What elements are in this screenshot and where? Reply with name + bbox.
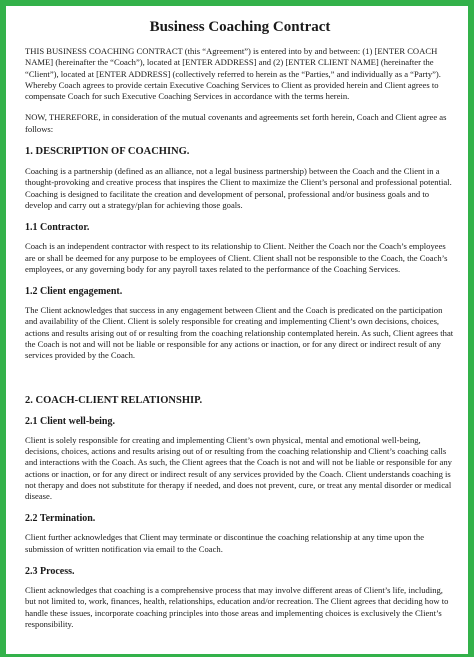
section-2-2-text: Client further acknowledges that Client may terminate or discontinue the coaching relationship at any time upon the submission of written notification via email to the Coach. (25, 532, 425, 554)
section-1-text: Coaching is a partnership (defined as an alliance, not a legal business partnership) between the Coach and the Client in a thought-provoking and creative process that inspires the Client to maximize the Client’s personal and professional potential. Coaching is designed to facilitate the creation and development of personal, professional and/or business goals and to develop and carry out a strategy/plan for achieving those goals. (25, 166, 452, 210)
document-title: Business Coaching Contract (149, 19, 331, 35)
section-2-1-heading: 2.1 Client well-being. (25, 415, 115, 427)
section-1-2-text: The Client acknowledges that success in any engagement between Client and the Coach is predicated on the participation and availability of the Client. Client is solely responsible for creating and implementing Client’s own decisions, choices, actions and results arising out of or resulting from the coaching relationship contemplated herein. As such, Client agrees that the Coach is not and will not be liable or responsible for any actions or inaction, or for any direct or indirect result of any services provided by the Coach. (25, 305, 454, 361)
section-1-heading: 1. DESCRIPTION OF COACHING. (25, 146, 190, 158)
document-body (6, 6, 468, 630)
now-therefore-paragraph: NOW, THEREFORE, in consideration of the mutual covenants and agreements set forth herein, Coach and Client agree as follows: (25, 112, 447, 134)
section-2-heading: 2. COACH-CLIENT RELATIONSHIP. (25, 394, 203, 406)
section-2-1-text: Client is solely responsible for creating and implementing Client’s own physical, mental and emotional well-being, decisions, choices, actions and results arising out of or resulting from the coaching relationship and Client’s coaching calls and interactions with the Coach. As such, the Client agrees that the Coach is not and will not be liable or responsible for any actions or inaction, or for any direct or indirect result of any services provided by the Coach. Client understands coaching is not therapy and does not substitute for therapy if needed, and does not prevent, cure, or treat any mental disorder or medical disease. (25, 434, 452, 502)
section-1-2-heading: 1.2 Client engagement. (25, 286, 123, 298)
section-2-3-heading: 2.3 Process. (25, 566, 75, 578)
section-2-3-text: Client acknowledges that coaching is a comprehensive process that may involve different areas of Client’s life, including, but not limited to, work, finances, health, relationships, education and/or recreation. The Client agrees that deciding how to handle these issues, incorporate coaching principles into those areas and implementing choices is exclusively the Client’s responsibility. (25, 585, 449, 629)
section-1-1-heading: 1.1 Contractor. (25, 222, 90, 234)
section-1-1-text: Coach is an independent contractor with respect to its relationship to Client. Neither the Coach nor the Coach’s employees are or shall be deemed for any purpose to be employees of Client. Client shall not be responsible to the Coach, the Coach’s employees, or any governing body for any payroll taxes related to the performance of the Coaching Services. (25, 241, 448, 274)
section-spacer (25, 372, 455, 390)
intro-paragraph: THIS BUSINESS COACHING CONTRACT (this “Agreement”) is entered into by and between: (1) [ENTER COACH NAME] (hereinafter the “Coach”), located at [ENTER ADDRESS] and (2) [ENTER CLIENT NAME] (hereinafter the “Client”), located at [ENTER ADDRESS] (collectively referred to herein as the “Parties,” and individually as a “Party”). Whereby Coach agrees to provide certain Executive Coaching Services to Client as provided herein and Client agrees to compensate Coach for such Executive Coaching Services in accordance with the terms herein. (25, 46, 441, 102)
document-page (6, 6, 468, 654)
section-2-2-heading: 2.2 Termination. (25, 513, 96, 525)
